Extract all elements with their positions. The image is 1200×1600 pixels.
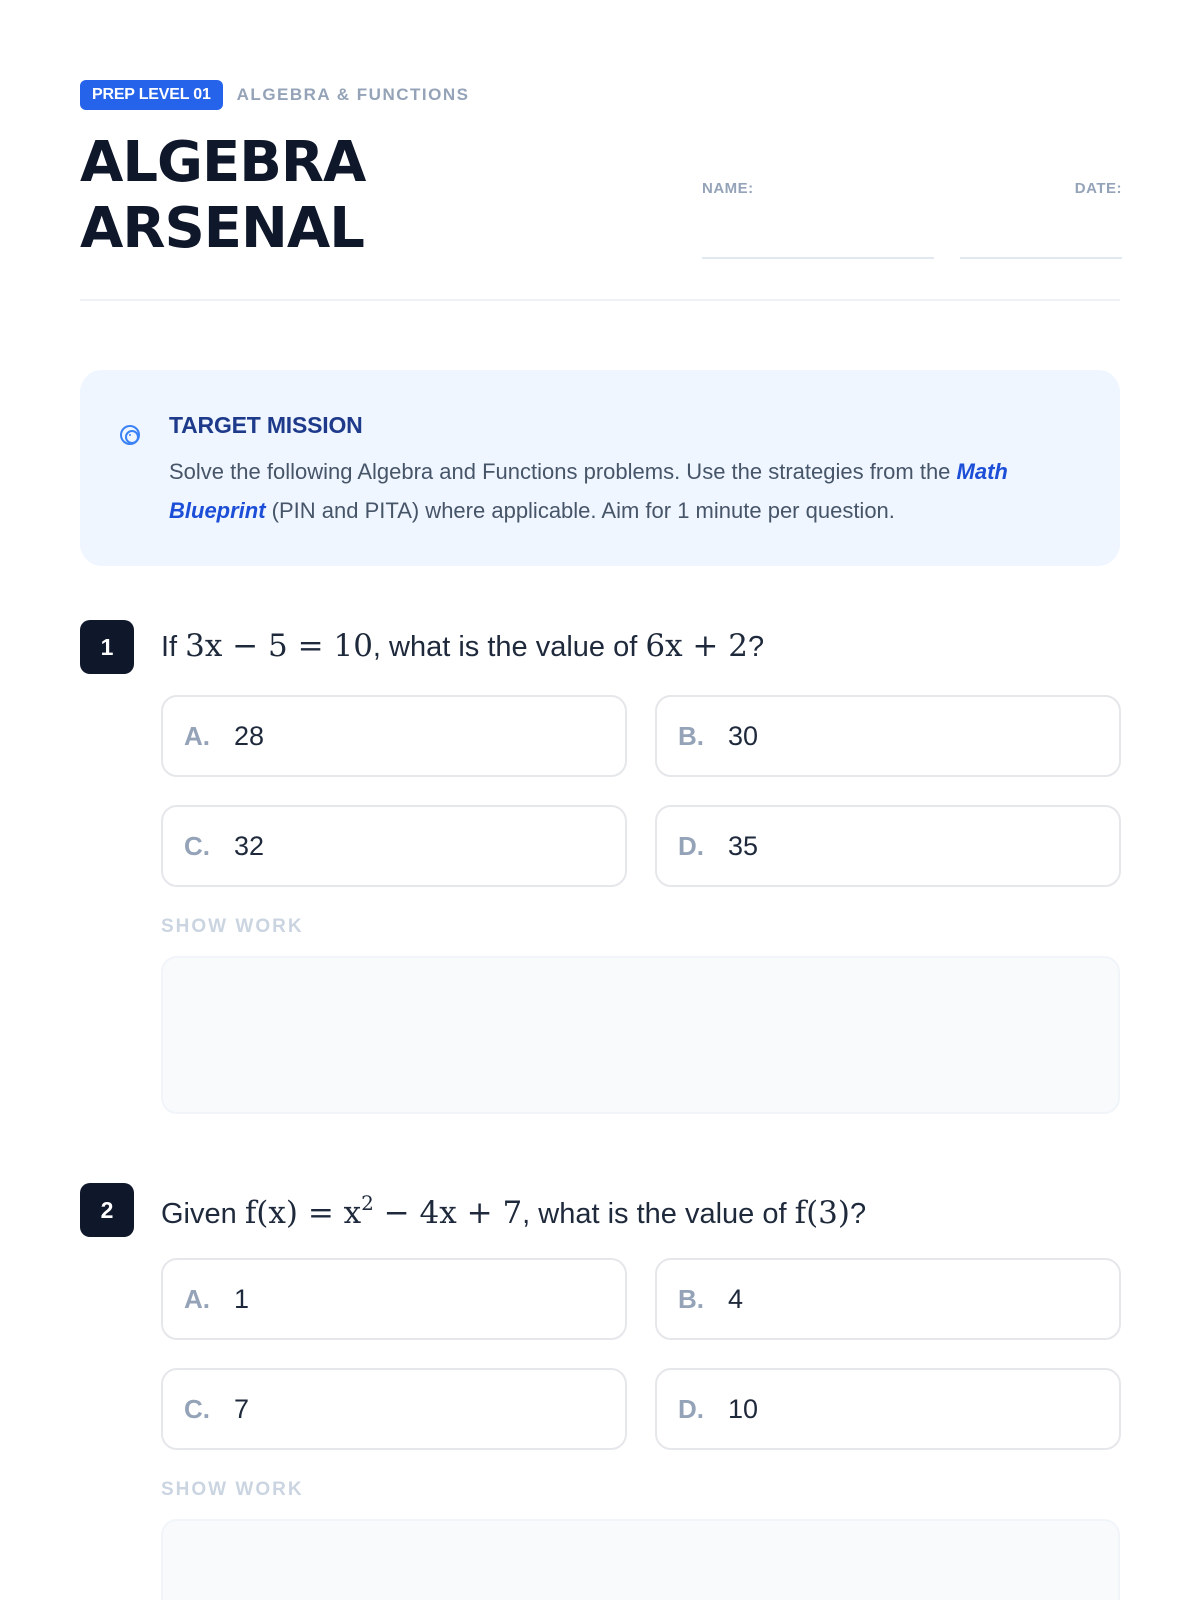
option-letter: C.: [184, 830, 210, 861]
option-d[interactable]: [655, 805, 1121, 887]
question-number: 1: [80, 620, 134, 674]
question-suffix: ?: [850, 1198, 867, 1230]
header-divider: [80, 299, 1120, 301]
option-c[interactable]: [161, 805, 627, 887]
show-work-label: SHOW WORK: [161, 916, 304, 937]
show-work-area[interactable]: [161, 1519, 1120, 1600]
option-a[interactable]: [161, 1258, 627, 1340]
tag-row: [80, 80, 1120, 110]
option-letter: A.: [184, 1283, 210, 1314]
question-suffix: ?: [747, 631, 765, 663]
option-value: 4: [728, 1283, 744, 1314]
mission-text-after: (PIN and PITA) where applicable. Aim for 1 minute per question.: [265, 498, 895, 523]
name-field[interactable]: [702, 257, 934, 259]
target-mission-callout: [80, 370, 1120, 566]
question-prefix: If: [161, 631, 186, 663]
option-value: 1: [234, 1283, 250, 1314]
option-value: 7: [234, 1393, 250, 1424]
mission-title: TARGET MISSION: [169, 412, 363, 438]
question-text: [161, 628, 764, 664]
option-c[interactable]: [161, 1368, 627, 1450]
option-value: 30: [728, 720, 759, 751]
option-letter: B.: [678, 1283, 704, 1314]
show-work-label: SHOW WORK: [161, 1479, 304, 1500]
function-exponent: 2: [361, 1191, 374, 1215]
math-blueprint-emphasis: Math Blueprint: [169, 459, 1008, 523]
subject-label: ALGEBRA & FUNCTIONS: [236, 85, 470, 104]
level-badge: PREP LEVEL 01: [80, 80, 223, 110]
question-number: 2: [80, 1183, 134, 1237]
option-letter: B.: [678, 720, 704, 751]
mission-text-before: Solve the following Algebra and Functions problems. Use the strategies from the: [169, 459, 957, 484]
target-expression: 6x + 2: [645, 628, 748, 664]
question-prefix: Given: [161, 1198, 245, 1230]
option-value: 32: [234, 830, 265, 861]
worksheet-header: [80, 80, 1120, 262]
option-letter: A.: [184, 720, 210, 751]
option-b[interactable]: [655, 695, 1121, 777]
student-fields: [702, 180, 1122, 260]
question-middle: , what is the value of: [372, 631, 646, 663]
target-expression: f(3): [794, 1195, 850, 1231]
title-line-2: ARSENAL: [80, 196, 364, 261]
mission-text: [169, 452, 1069, 530]
show-work-area[interactable]: [161, 956, 1120, 1114]
option-d[interactable]: [655, 1368, 1121, 1450]
title-line-1: ALGEBRA: [80, 130, 366, 195]
function-rest: − 4x + 7: [373, 1195, 523, 1231]
option-value: 10: [728, 1393, 759, 1424]
option-b[interactable]: [655, 1258, 1121, 1340]
target-icon: [120, 425, 140, 445]
option-value: 35: [728, 830, 759, 861]
date-label: DATE:: [1074, 180, 1122, 197]
equation: 3x − 5 = 10: [185, 628, 373, 664]
function-definition: [244, 1191, 523, 1231]
function-base: f(x) = x: [244, 1195, 362, 1231]
question-text: [161, 1191, 866, 1231]
option-a[interactable]: [161, 695, 627, 777]
option-letter: D.: [678, 830, 704, 861]
option-letter: C.: [184, 1393, 210, 1424]
name-label: NAME:: [702, 180, 754, 197]
date-field[interactable]: [960, 257, 1122, 259]
question-middle: , what is the value of: [522, 1198, 795, 1230]
option-letter: D.: [678, 1393, 704, 1424]
option-value: 28: [234, 720, 265, 751]
